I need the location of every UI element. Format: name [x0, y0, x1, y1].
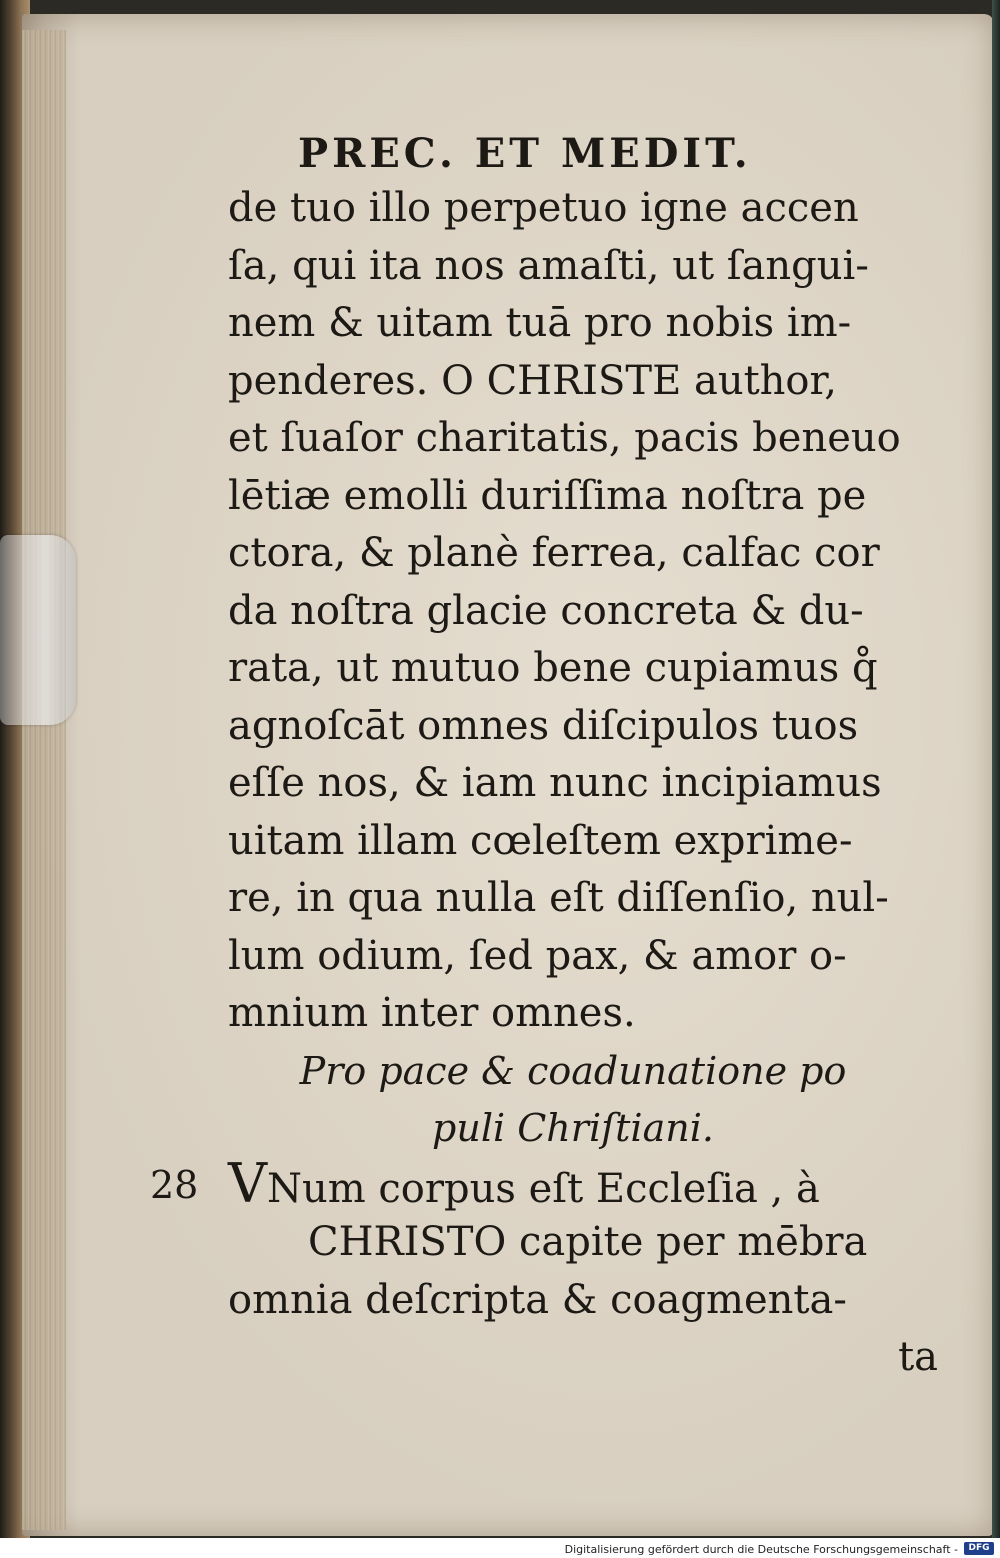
text-line: re, in qua nulla eſt diſſenſio, nul- — [228, 875, 889, 921]
text-line: uitam illam cœleſtem exprime- — [228, 817, 853, 864]
text-line: Num corpus eſt Eccleſia , à — [267, 1165, 820, 1212]
text-line: de tuo illo perpetuo igne accen — [228, 185, 859, 231]
entry-first-line — [150, 1151, 948, 1215]
text-line: eſſe nos, & iam nunc incipiamus — [228, 760, 882, 806]
entry-number: 28 — [150, 1162, 199, 1207]
section-heading: Pro pace & coadunatione po — [299, 1048, 847, 1093]
text-line: ctora, & planè ferrea, calfac cor — [228, 530, 880, 576]
text-line: et ſuaſor charitatis, pacis beneuo — [228, 415, 901, 461]
page-stack-edge — [22, 30, 66, 1530]
funding-credit: Digitalisierung gefördert durch die Deutsche Forschungsgemeinschaft - — [564, 1543, 958, 1556]
text-line: mnium inter omnes. — [228, 990, 636, 1036]
book-cover-edge — [992, 0, 1000, 1540]
section-heading: puli Chriſtiani. — [432, 1105, 714, 1150]
text-line: omnia deſcripta & coagmenta- — [228, 1276, 847, 1323]
text-line: nem & uitam tuā pro nobis im- — [228, 300, 852, 346]
text-line: penderes. O CHRISTE author, — [228, 357, 837, 404]
dfg-logo: DFG — [964, 1542, 994, 1555]
text-line: agnoſcāt omnes diſcipulos tuos — [228, 702, 859, 749]
text-line: rata, ut mutuo bene cupiamus q̊ — [228, 645, 878, 691]
page-text — [150, 128, 948, 1387]
text-line: lētiæ emolli duriſſima noſtra pe — [228, 472, 867, 519]
text-line: da noſtra glacie concreta & du- — [228, 587, 864, 634]
initial-letter: V — [228, 1151, 267, 1215]
page-clip — [0, 535, 76, 725]
text-line: lum odium, ſed pax, & amor o- — [228, 932, 847, 979]
running-header: PREC. ET MEDIT. — [298, 130, 752, 177]
text-line: ſa, qui ita nos amaſti, ut ſangui- — [228, 242, 869, 289]
footer-bar — [0, 1538, 1000, 1558]
catchword: ta — [898, 1334, 938, 1380]
text-line: CHRISTO capite per mēbra — [308, 1219, 868, 1265]
